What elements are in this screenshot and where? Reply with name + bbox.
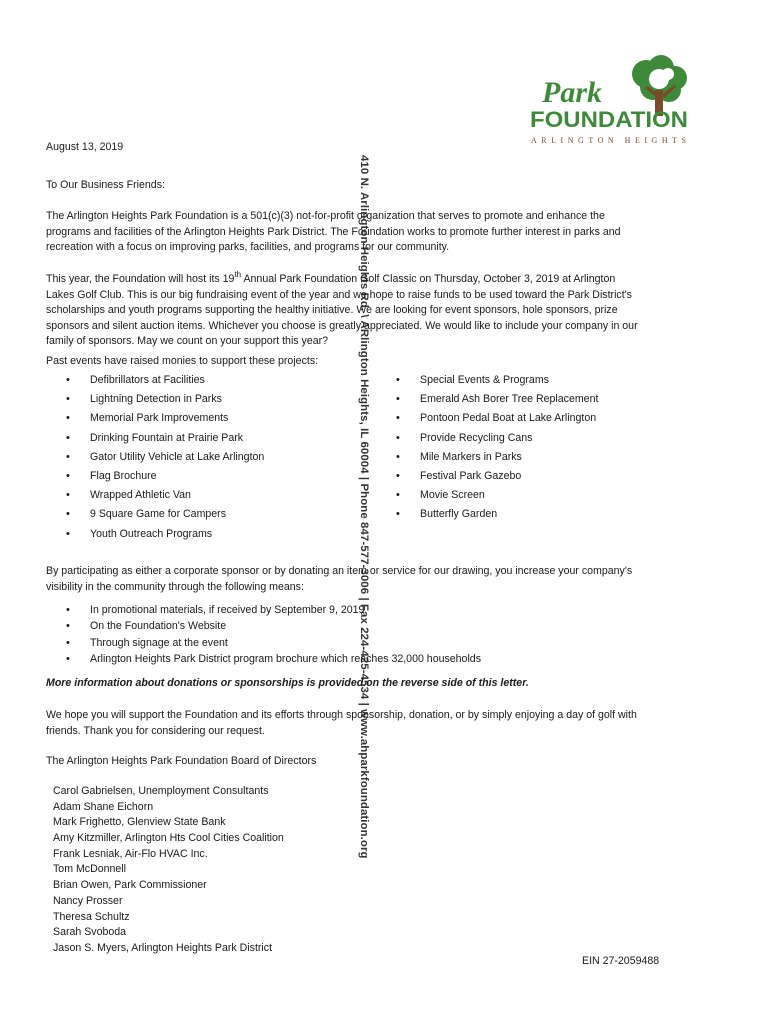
park-foundation-logo <box>528 52 693 147</box>
list-item: Brian Owen, Park Commissioner <box>53 879 207 892</box>
closing-paragraph: We hope you will support the Foundation and its efforts through sponsorship, donation, or by simply enjoying a day of golf with friends. Thank you for considering our request. <box>46 709 637 737</box>
greeting: To Our Business Friends: <box>46 179 165 191</box>
more-info-note: More information about donations or sponsorships is provided on the reverse side of this letter. <box>46 677 529 689</box>
ein-number: EIN 27-2059488 <box>582 955 660 967</box>
logo-word-park: Park <box>542 76 602 109</box>
list-item: • Movie Screen <box>396 488 598 507</box>
list-item: • In promotional materials, if received by September 9, 2019 <box>66 603 481 619</box>
list-item: Theresa Schultz <box>53 910 130 923</box>
list-item: Mark Frighetto, Glenview State Bank <box>53 816 226 829</box>
board-heading: The Arlington Heights Park Foundation Board of Directors <box>46 755 317 767</box>
list-item: • Emerald Ash Borer Tree Replacement <box>396 392 598 411</box>
projects-list-left <box>66 373 264 546</box>
list-item: • Mile Markers in Parks <box>396 450 598 469</box>
list-item: • Special Events & Programs <box>396 373 598 392</box>
list-item: Adam Shane Eichorn <box>53 800 154 813</box>
list-item: • On the Foundation's Website <box>66 619 481 635</box>
board-members-list <box>53 784 284 957</box>
list-item: • Drinking Fountain at Prairie Park <box>66 431 264 450</box>
list-item: Carol Gabrielsen, Unemployment Consultants <box>53 785 269 797</box>
visibility-means-list <box>66 603 481 668</box>
list-item: • Arlington Heights Park District program brochure which reaches 32,000 households <box>66 652 481 668</box>
list-item: • Youth Outreach Programs <box>66 527 264 546</box>
golf-text-end: Annual Park Foundation Golf Classic on Thursday, October 3, 2019 at Arlington Lakes Golf Club. This is our big fundraising event of the year and we hope to raise funds to be used toward the Park District's scholarships and youth programs supporting the healthy initiative. We are looking for event sponsors, hole sponsors, prize sponsors and silent auction items. Whichever you choose is greatly appreciated. We would like to include your company in our family of sponsors. May we count on your support this year? <box>46 273 638 347</box>
logo-subtitle: ARLINGTON HEIGHTS <box>531 136 686 145</box>
sponsor-paragraph: By participating as either a corporate sponsor or by donating an item or service for our drawing, you increase your company's visibility in the community through the following means: <box>46 565 633 593</box>
list-item: • Defibrillators at Facilities <box>66 373 264 392</box>
list-item: Sarah Svoboda <box>53 926 127 939</box>
list-item: Jason S. Myers, Arlington Heights Park District <box>53 941 273 954</box>
list-item: • Wrapped Athletic Van <box>66 488 264 507</box>
list-item: • Lightning Detection in Parks <box>66 392 264 411</box>
letter-date: August 13, 2019 <box>46 141 124 153</box>
logo-word-foundation: FOUNDATION <box>530 107 688 132</box>
ordinal-suffix: th <box>234 270 242 279</box>
list-item: • Butterfly Garden <box>396 507 598 526</box>
golf-text-start: This year, the Foundation will host its 19 <box>46 273 235 285</box>
list-item: Tom McDonnell <box>53 863 127 876</box>
list-item: • 9 Square Game for Campers <box>66 507 264 526</box>
list-item: • Festival Park Gazebo <box>396 469 598 488</box>
golf-classic-paragraph <box>46 272 646 350</box>
list-item: Nancy Prosser <box>53 894 123 907</box>
list-item: • Gator Utility Vehicle at Lake Arlington <box>66 450 264 469</box>
intro-paragraph: The Arlington Heights Park Foundation is a 501(c)(3) not-for-profit organization that serves to promote and enhance the programs and facilities of the Arlington Heights Park District. The Foundation works to promote further interest in parks and recreation with a focus on improving parks, facilities, and programs for our community. <box>46 210 621 253</box>
list-item: Frank Lesniak, Air-Flo HVAC Inc. <box>53 847 208 860</box>
projects-list-right <box>396 373 598 527</box>
list-item: • Provide Recycling Cans <box>396 431 598 450</box>
list-item: Amy Kitzmiller, Arlington Hts Cool Cities Coalition <box>53 832 284 845</box>
list-item: • Flag Brochure <box>66 469 264 488</box>
list-item: • Through signage at the event <box>66 636 481 652</box>
projects-heading: Past events have raised monies to support these projects: <box>46 355 319 367</box>
list-item: • Pontoon Pedal Boat at Lake Arlington <box>396 411 598 430</box>
contact-info: 410 N. Arlington Heights Rd. \ ARlington Heights, IL 60004 | Phone 847-577-3006 | Fax 224-425-4534 | www.ahparkfoundation.org <box>358 155 371 859</box>
list-item: • Memorial Park Improvements <box>66 411 264 430</box>
